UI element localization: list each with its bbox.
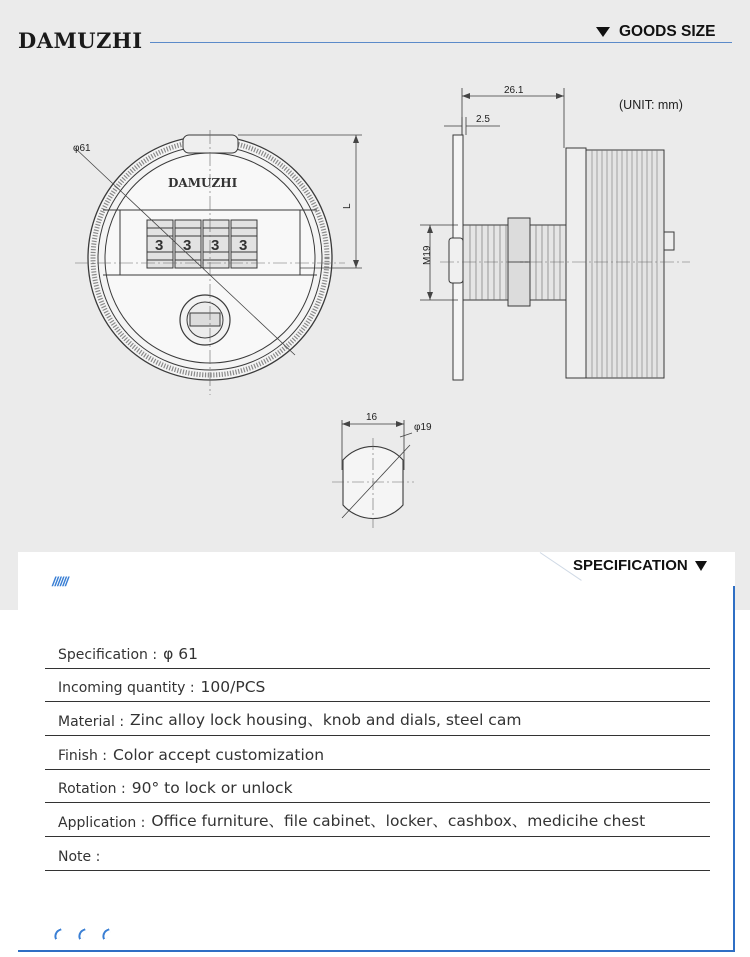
front-diameter-label: φ61: [73, 143, 91, 154]
specification-heading: [573, 557, 707, 574]
front-logo: DAMUZHI: [168, 176, 238, 190]
brand-logo: DAMUZHI: [18, 28, 143, 53]
dial-digit: 3: [211, 237, 220, 254]
spec-row: [45, 736, 710, 770]
front-view: [75, 130, 362, 395]
side-width-label: 26.1: [504, 85, 524, 96]
spec-label: Specification :: [58, 646, 158, 663]
spec-label: Incoming quantity :: [58, 680, 195, 697]
dial-digit: 3: [239, 237, 248, 254]
unit-note: (UNIT: mm): [619, 98, 683, 112]
cam-view: [332, 420, 414, 528]
spec-table: [45, 635, 710, 871]
specification-label: SPECIFICATION: [573, 557, 688, 574]
spec-label: Rotation :: [58, 781, 126, 798]
length-label: L: [342, 203, 353, 209]
cam-width-label: 16: [366, 412, 378, 423]
spec-row: [45, 770, 710, 804]
plate-thickness-label: 2.5: [476, 114, 490, 125]
spec-row: [45, 635, 710, 669]
spec-value: Office furniture、file cabinet、locker、cashbox、medicihe chest: [151, 812, 646, 831]
spec-label: Application :: [58, 815, 146, 832]
spec-value: Zinc alloy lock housing、knob and dials, steel cam: [130, 711, 522, 730]
decoration-dots: [53, 930, 111, 938]
spec-row: [45, 702, 710, 736]
triangle-down-icon: [695, 561, 707, 571]
spec-label: Note :: [58, 848, 101, 865]
spec-value: 90° to lock or unlock: [131, 779, 293, 798]
dial-digit: 3: [155, 237, 164, 254]
spec-value: 100/PCS: [200, 678, 266, 697]
spec-row: [45, 669, 710, 703]
thread-label: M19: [422, 245, 433, 265]
dial-digit: 3: [183, 237, 192, 254]
spec-label: Finish :: [58, 747, 108, 764]
side-view: [420, 88, 690, 380]
slash-decoration-icon: //////: [52, 574, 68, 589]
spec-value: φ 61: [163, 644, 198, 663]
goods-size-label: GOODS SIZE: [619, 23, 716, 40]
spec-row: [45, 837, 710, 871]
spec-value: Color accept customization: [113, 745, 325, 764]
cam-diameter-label: φ19: [414, 422, 432, 433]
spec-row: [45, 803, 710, 837]
spec-label: Material :: [58, 714, 125, 731]
